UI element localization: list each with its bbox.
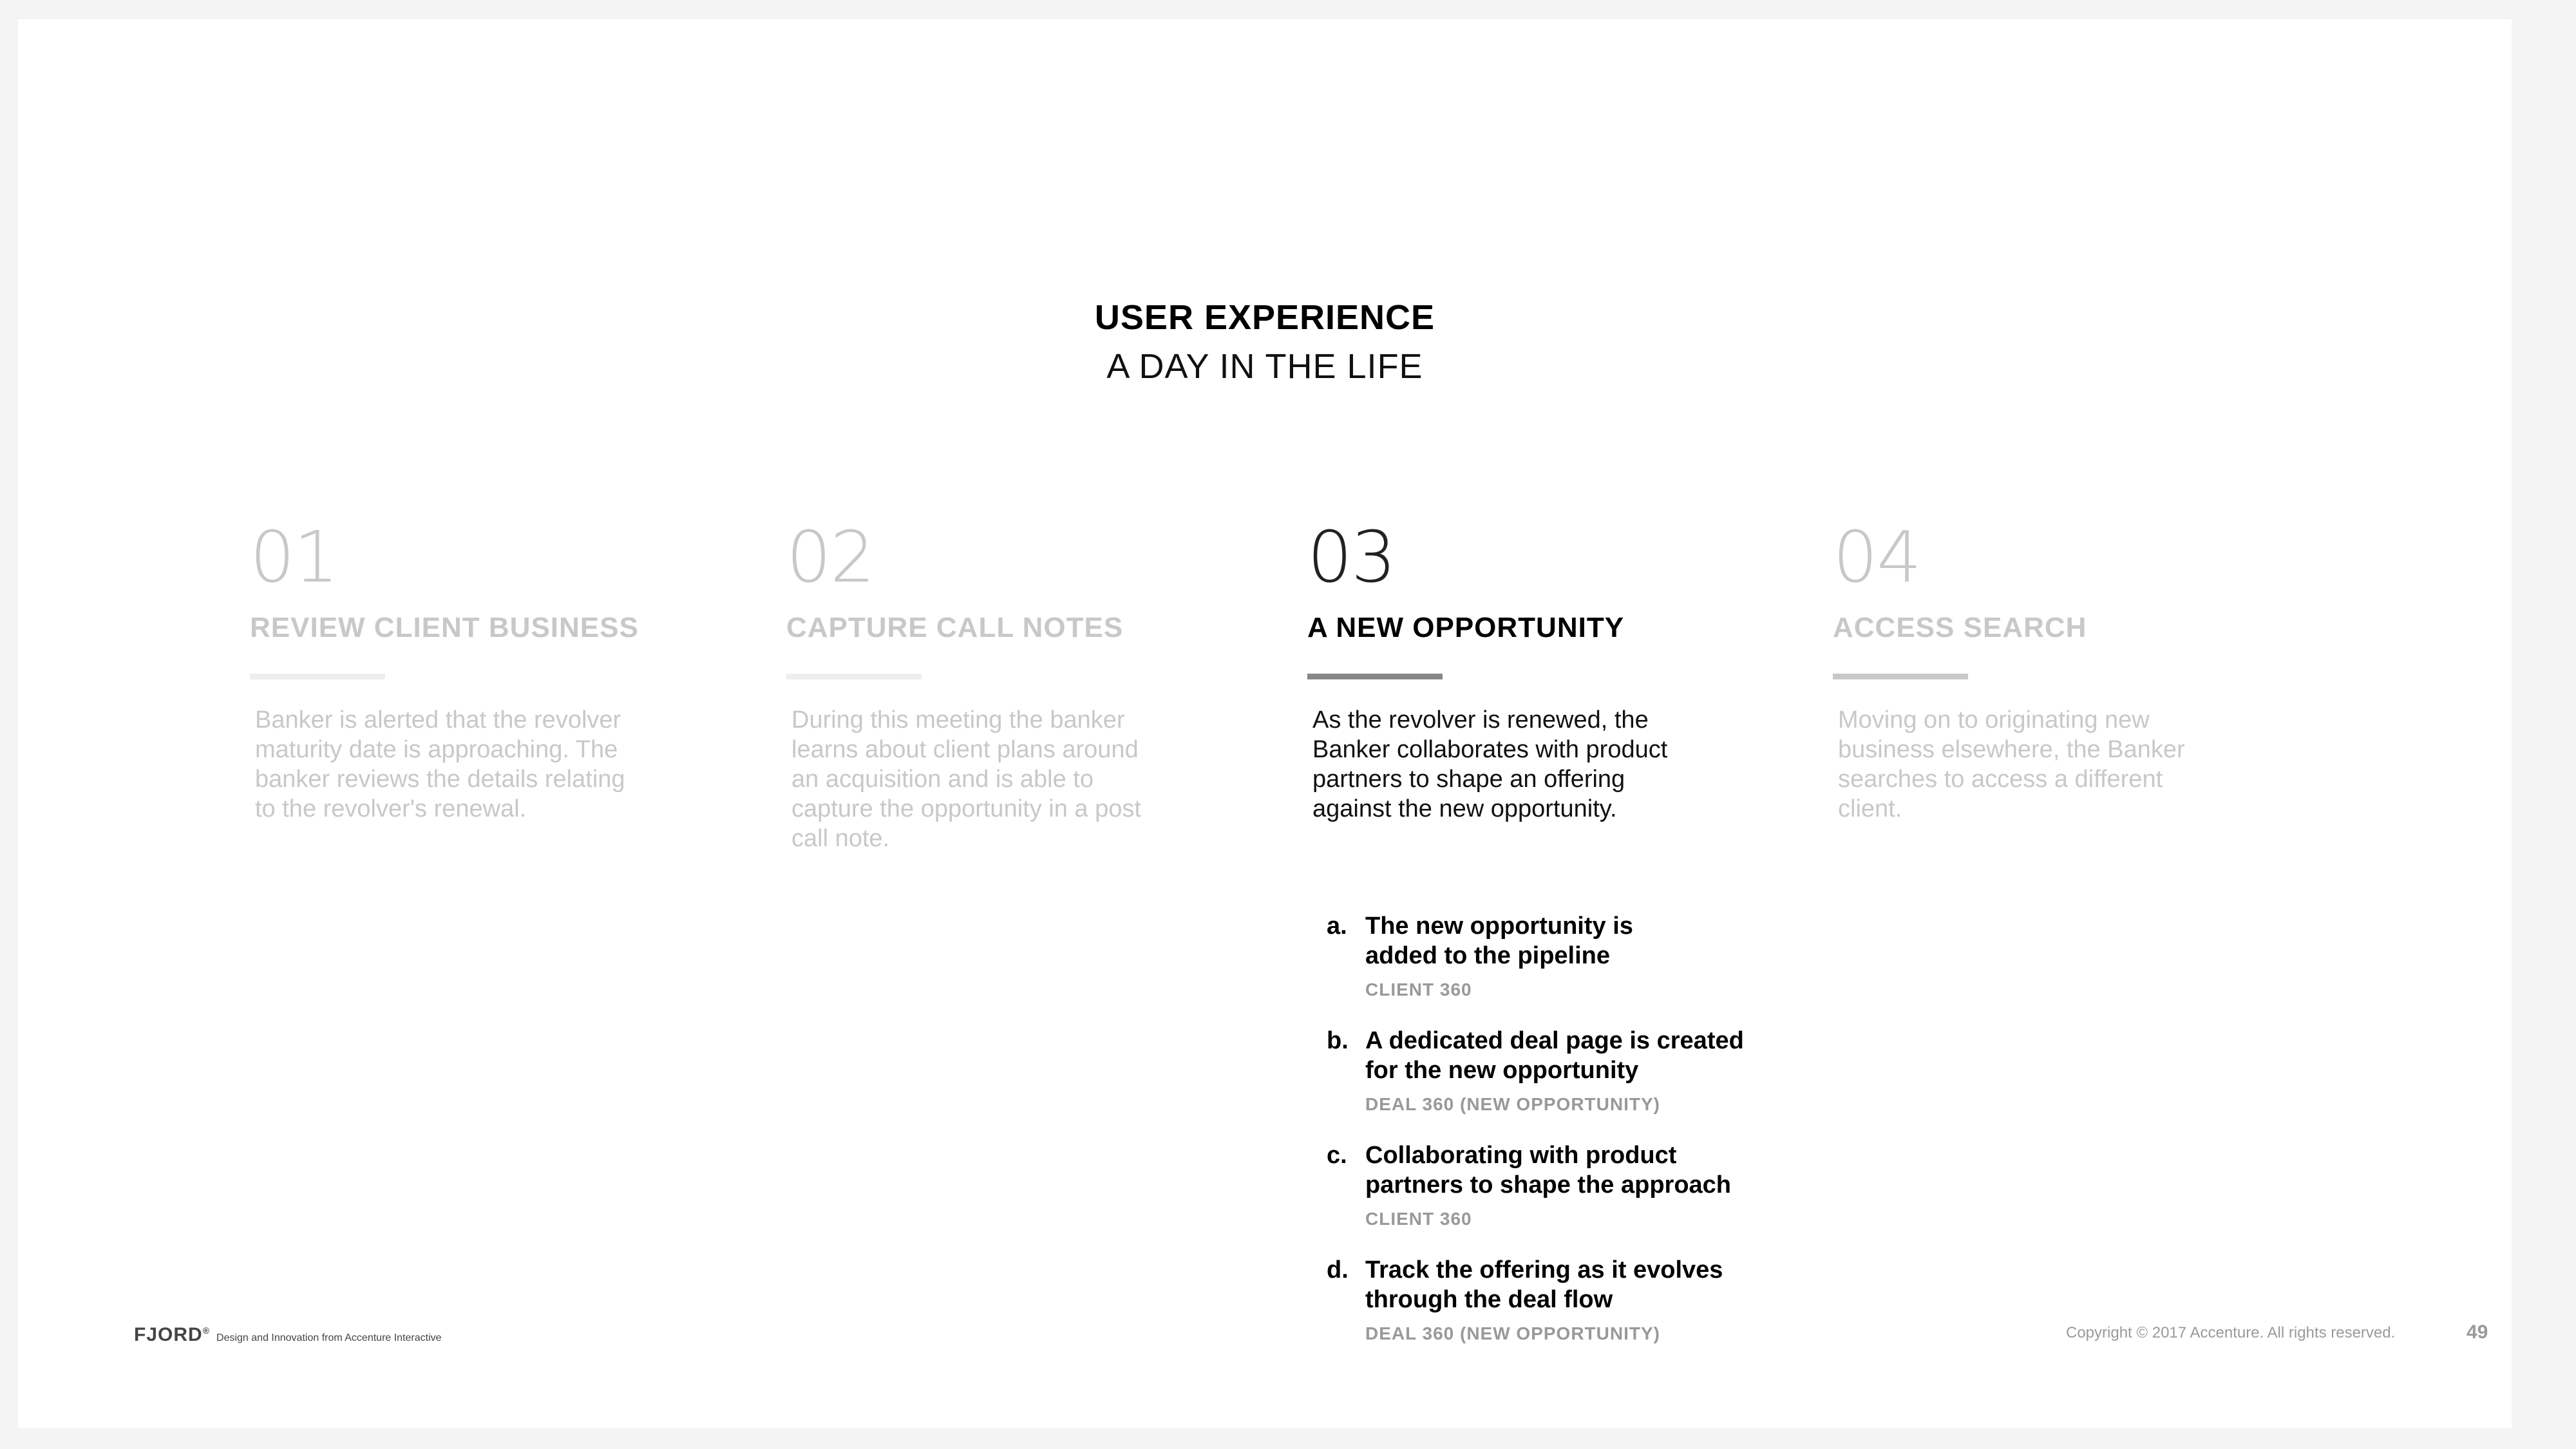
description-line: partners to shape an offering [1312, 766, 1625, 793]
description-line: During this meeting the banker [791, 706, 1125, 734]
step-text [1365, 1141, 1816, 1200]
column-rule [250, 674, 385, 679]
description-line: As the revolver is renewed, the [1312, 706, 1649, 734]
description-line: Banker is alerted that the revolver [255, 706, 621, 734]
copyright-notice: Copyright © 2017 Accenture. All rights reserved. [2066, 1324, 2396, 1341]
step-item [1327, 1141, 1816, 1229]
description-line: call note. [791, 825, 890, 852]
step-text-line: through the deal flow [1365, 1286, 1613, 1313]
column-rule [1307, 674, 1443, 679]
slide [18, 19, 2512, 1428]
fjord-logo [134, 1324, 442, 1346]
column-heading: A NEW OPPORTUNITY [1307, 612, 1625, 643]
logo-brand [134, 1324, 210, 1346]
step-text-line: partners to shape the approach [1365, 1171, 1732, 1198]
step-tag: CLIENT 360 [1365, 980, 1472, 999]
column-rule [786, 674, 922, 679]
logo-tagline: Design and Innovation from Accenture Interactive [216, 1332, 442, 1343]
page-number: 49 [2467, 1321, 2488, 1343]
step-text-line: Collaborating with product [1365, 1142, 1677, 1169]
column-heading: ACCESS SEARCH [1833, 612, 2087, 643]
column-number: 03 [1307, 516, 1395, 598]
description-line: maturity date is approaching. The [255, 736, 618, 763]
step-text-line: A dedicated deal page is created [1365, 1027, 1744, 1054]
column-01 [250, 516, 639, 824]
column-description [255, 705, 639, 824]
step-text [1365, 911, 1816, 971]
step-letter: a. [1327, 913, 1347, 940]
step-tag: CLIENT 360 [1365, 1209, 1472, 1229]
column-number: 01 [250, 516, 337, 598]
step-tag: DEAL 360 (NEW OPPORTUNITY) [1365, 1323, 1660, 1343]
column-02 [786, 516, 1141, 853]
step-letter: d. [1327, 1256, 1349, 1283]
step-text-line: The new opportunity is [1365, 913, 1633, 940]
column-description [791, 705, 1141, 853]
step-text [1365, 1026, 1816, 1085]
description-line: banker reviews the details relating [255, 766, 625, 793]
column-number: 04 [1833, 516, 1920, 598]
step-item [1327, 911, 1816, 1000]
step-text-line: Track the offering as it evolves [1365, 1256, 1723, 1283]
column-heading: CAPTURE CALL NOTES [786, 612, 1124, 643]
description-line: business elsewhere, the Banker [1838, 736, 2185, 763]
description-line: against the new opportunity. [1312, 795, 1617, 822]
description-line: to the revolver's renewal. [255, 795, 527, 822]
step-item [1327, 1026, 1816, 1115]
slide-title: USER EXPERIENCE [1094, 298, 1435, 337]
step-text-line: added to the pipeline [1365, 942, 1611, 969]
column-heading: REVIEW CLIENT BUSINESS [250, 612, 639, 643]
column-description [1312, 705, 1667, 824]
description-line: an acquisition and is able to [791, 766, 1094, 793]
description-line: learns about client plans around [791, 736, 1139, 763]
description-line: client. [1838, 795, 1902, 822]
description-line: capture the opportunity in a post [791, 795, 1141, 822]
step-text [1365, 1255, 1816, 1314]
step-tag: DEAL 360 (NEW OPPORTUNITY) [1365, 1094, 1660, 1114]
step-item [1327, 1255, 1816, 1344]
opportunity-steps [1327, 911, 1816, 1370]
slide-subtitle: A DAY IN THE LIFE [1106, 347, 1423, 386]
column-number: 02 [786, 516, 874, 598]
description-line: Moving on to originating new [1838, 706, 2150, 734]
description-line: Banker collaborates with product [1312, 736, 1668, 763]
column-04 [1833, 516, 2185, 824]
logo-brand-mark: ® [202, 1325, 211, 1336]
description-line: searches to access a different [1838, 766, 2163, 793]
step-text-line: for the new opportunity [1365, 1057, 1639, 1084]
column-description [1838, 705, 2185, 824]
step-letter: b. [1327, 1027, 1349, 1054]
column-rule [1833, 674, 1968, 679]
column-03 [1307, 516, 1668, 824]
logo-brand-name: FJORD [134, 1324, 203, 1345]
step-letter: c. [1327, 1142, 1347, 1169]
